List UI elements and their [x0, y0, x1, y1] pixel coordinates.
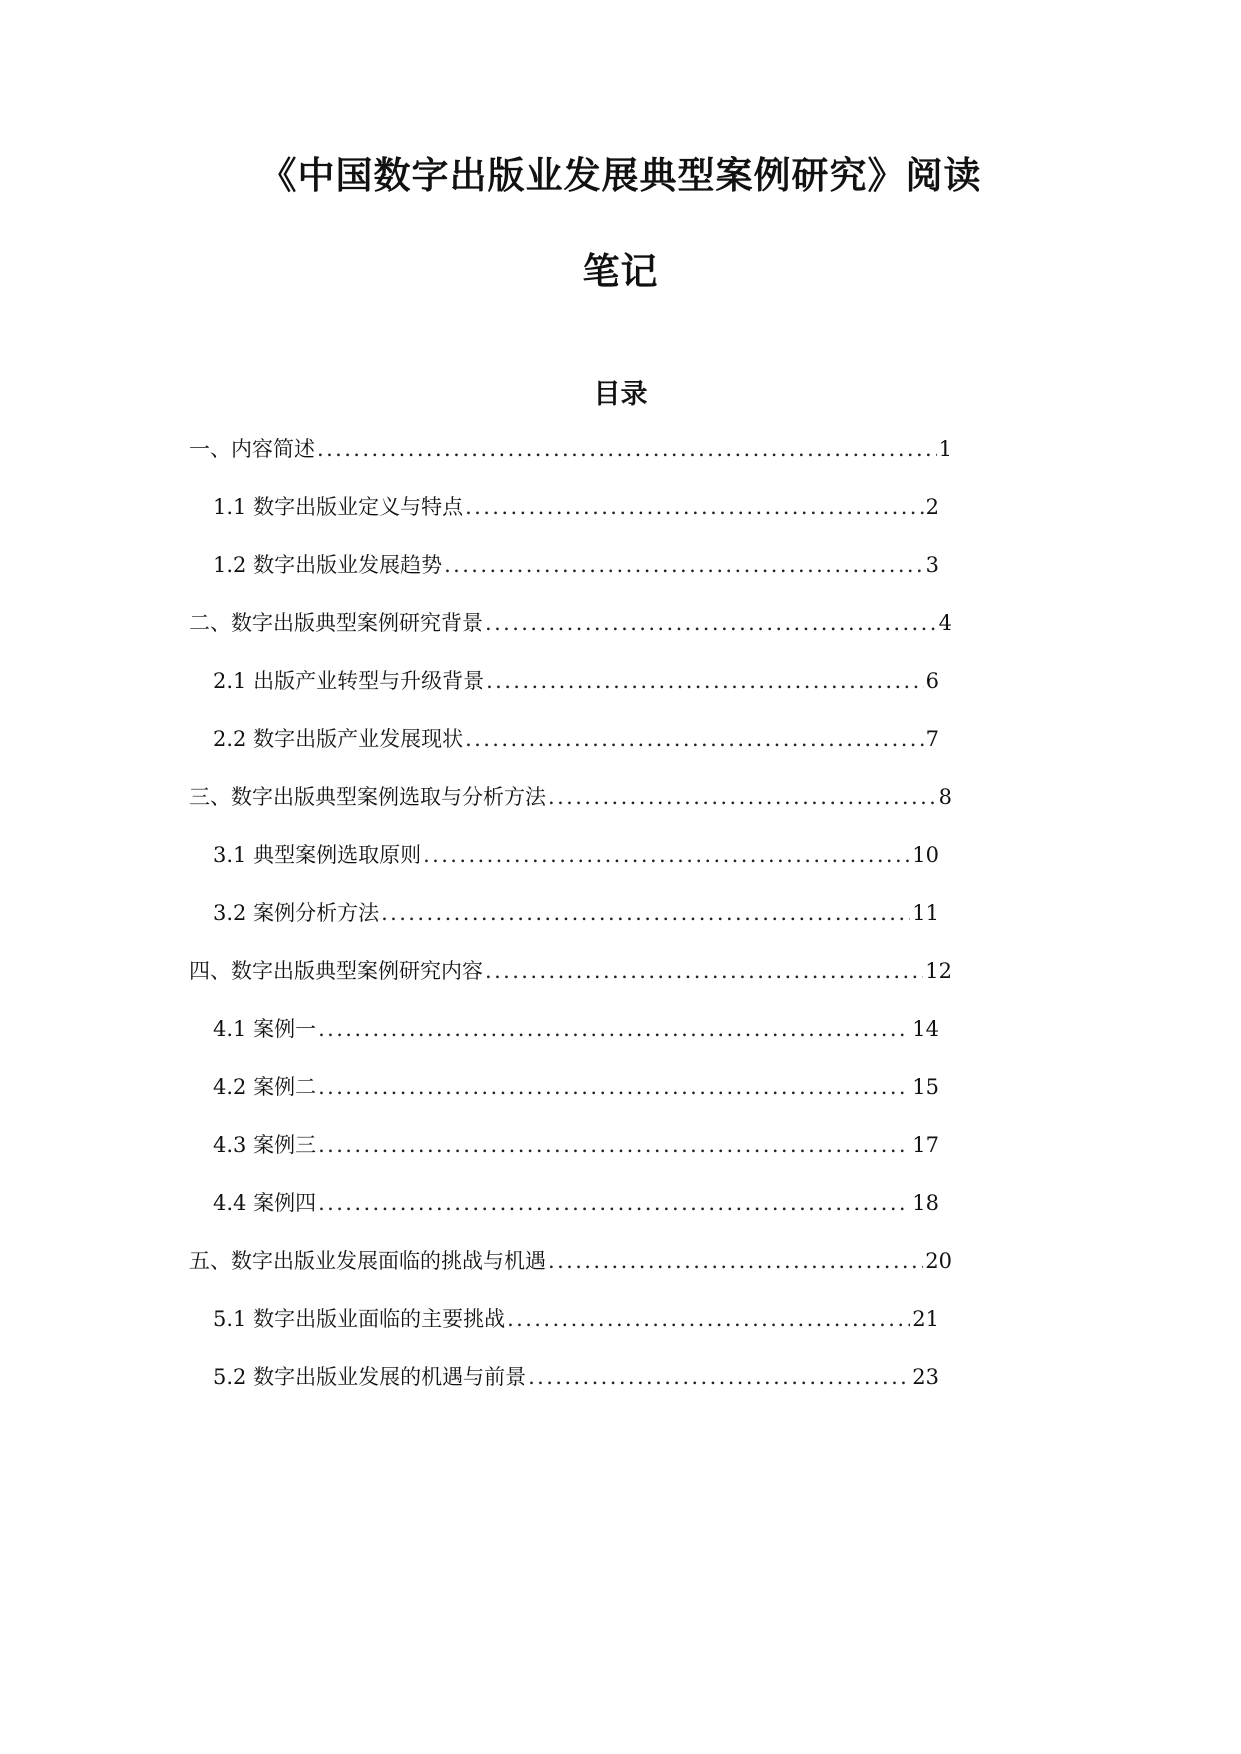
- toc-page-number: 1: [938, 437, 952, 461]
- toc-entry-label: 4.1 案例一: [213, 1017, 317, 1041]
- toc-entry-label: 三、数字出版典型案例选取与分析方法: [189, 785, 546, 809]
- toc-dot-leader: [318, 1128, 910, 1162]
- toc-entry-label: 五、数字出版业发展面临的挑战与机遇: [189, 1249, 546, 1273]
- toc-heading: 目录: [593, 379, 648, 410]
- toc-entry-label: 1.2 数字出版业发展趋势: [213, 553, 443, 577]
- toc-dot-leader: [465, 490, 924, 524]
- toc-page-number: 10: [912, 843, 939, 867]
- toc-entry-label: 3.1 典型案例选取原则: [213, 843, 422, 867]
- toc-entry-label: 4.4 案例四: [213, 1191, 317, 1215]
- toc-entry[interactable]: [189, 780, 952, 814]
- toc-entry[interactable]: [213, 838, 939, 872]
- toc-page-number: 17: [912, 1133, 939, 1157]
- toc-page-number: 2: [925, 495, 939, 519]
- toc-page-number: 14: [912, 1017, 939, 1041]
- toc-entry[interactable]: [213, 1012, 939, 1046]
- toc-dot-leader: [528, 1360, 910, 1394]
- toc-entry-label: 四、数字出版典型案例研究内容: [189, 959, 483, 983]
- toc-entry-label: 2.2 数字出版产业发展现状: [213, 727, 464, 751]
- toc-page-number: 8: [938, 785, 952, 809]
- toc-page-number: 21: [912, 1307, 939, 1331]
- toc-entry[interactable]: [213, 896, 939, 930]
- toc-page-number: 12: [925, 959, 952, 983]
- toc-page-number: 3: [925, 553, 939, 577]
- toc-entry[interactable]: [213, 548, 939, 582]
- toc-entry[interactable]: [213, 1186, 939, 1220]
- toc-entry[interactable]: [189, 432, 952, 466]
- toc-page-number: 11: [912, 901, 939, 925]
- toc-dot-leader: [317, 432, 937, 466]
- toc-page-number: 20: [925, 1249, 952, 1273]
- toc-entry-label: 一、内容简述: [189, 437, 315, 461]
- toc-entry-label: 4.2 案例二: [213, 1075, 317, 1099]
- toc-entry[interactable]: [213, 664, 939, 698]
- toc-entry-label: 2.1 出版产业转型与升级背景: [213, 669, 485, 693]
- toc-dot-leader: [318, 1070, 910, 1104]
- toc-dot-leader: [318, 1186, 910, 1220]
- toc-dot-leader: [486, 664, 924, 698]
- toc-entry-label: 4.3 案例三: [213, 1133, 317, 1157]
- toc-entry[interactable]: [213, 722, 939, 756]
- toc-page-number: 6: [925, 669, 939, 693]
- toc-dot-leader: [485, 954, 923, 988]
- toc-entry-label: 1.1 数字出版业定义与特点: [213, 495, 464, 519]
- toc-entry[interactable]: [213, 1070, 939, 1104]
- toc-entry[interactable]: [213, 1302, 939, 1336]
- toc-entry-label: 5.1 数字出版业面临的主要挑战: [213, 1307, 506, 1331]
- toc-dot-leader: [444, 548, 924, 582]
- toc-dot-leader: [507, 1302, 910, 1336]
- document-title-line-1: 《中国数字出版业发展典型案例研究》阅读: [259, 154, 982, 197]
- toc-entry-label: 3.2 案例分析方法: [213, 901, 380, 925]
- toc-entry[interactable]: [213, 490, 939, 524]
- toc-dot-leader: [548, 780, 937, 814]
- toc-page-number: 15: [912, 1075, 939, 1099]
- toc-entry[interactable]: [213, 1360, 939, 1394]
- document-title-line-2: 笔记: [582, 250, 659, 293]
- toc-dot-leader: [318, 1012, 910, 1046]
- toc-page-number: 23: [912, 1365, 939, 1389]
- toc-page-number: 7: [925, 727, 939, 751]
- toc-dot-leader: [548, 1244, 923, 1278]
- toc-dot-leader: [381, 896, 910, 930]
- toc-entry[interactable]: [189, 954, 952, 988]
- toc-page-number: 18: [912, 1191, 939, 1215]
- toc-entry[interactable]: [189, 606, 952, 640]
- toc-entry-label: 5.2 数字出版业发展的机遇与前景: [213, 1365, 527, 1389]
- toc-entry[interactable]: [189, 1244, 952, 1278]
- toc-dot-leader: [465, 722, 924, 756]
- toc-entry[interactable]: [213, 1128, 939, 1162]
- toc-dot-leader: [423, 838, 910, 872]
- toc-dot-leader: [485, 606, 937, 640]
- toc-page-number: 4: [938, 611, 952, 635]
- toc-entry-label: 二、数字出版典型案例研究背景: [189, 611, 483, 635]
